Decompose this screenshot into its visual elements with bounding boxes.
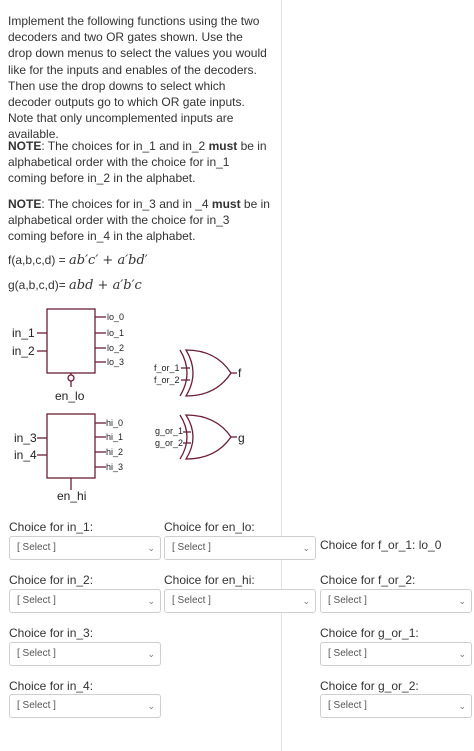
note-2 — [8, 196, 270, 245]
function-g-lhs: g(a,b,c,d)= — [8, 278, 70, 292]
in-3-select-value: [ Select ] — [17, 648, 56, 659]
decoder-lo-input-2-label: in_2 — [12, 344, 35, 358]
decoder-lo-output-0-label: lo_0 — [107, 312, 125, 322]
g-or-1-choice-label: Choice for g_or_1: — [320, 626, 419, 640]
in-3-select[interactable] — [9, 642, 161, 666]
decoder-lo-output-3-label: lo_3 — [107, 357, 125, 367]
en-hi-select-value: [ Select ] — [172, 595, 211, 606]
in-1-select[interactable] — [9, 536, 161, 560]
chevron-down-icon: ⌄ — [458, 649, 466, 659]
function-f — [8, 253, 148, 268]
f-or-2-select-value: [ Select ] — [328, 595, 367, 606]
chevron-down-icon: ⌄ — [147, 649, 155, 659]
gate-g-input-2-label: g_or_2 — [155, 438, 184, 448]
in-1-select-value: [ Select ] — [17, 542, 56, 553]
f-or-1-choice-label: Choice for f_or_1: lo_0 — [320, 538, 442, 552]
g-or-1-select[interactable] — [320, 642, 472, 666]
decoder-lo-enable-label: en_lo — [55, 389, 85, 403]
g-or-1-select-value: [ Select ] — [328, 648, 367, 659]
chevron-down-icon: ⌄ — [147, 596, 155, 606]
chevron-down-icon: ⌄ — [147, 701, 155, 711]
gate-g-output-label: g — [238, 431, 245, 445]
note-1-label: NOTE — [8, 139, 42, 153]
g-or-2-choice-label: Choice for g_or_2: — [320, 679, 419, 693]
gate-f-input-2-label: f_or_2 — [154, 375, 180, 385]
decoder-hi-input-3-label: in_3 — [14, 431, 37, 445]
gate-f-output-label: f — [238, 366, 242, 380]
decoder-hi-output-0-label: hi_0 — [106, 418, 124, 428]
decoder-hi-enable-label: en_hi — [57, 489, 87, 503]
or-gate-g — [186, 415, 231, 459]
in-4-select[interactable] — [9, 694, 161, 718]
note-1 — [8, 138, 270, 187]
in-1-choice-label: Choice for in_1: — [9, 520, 94, 534]
function-g-rhs: abd + a′b′c — [69, 278, 142, 293]
chevron-down-icon: ⌄ — [147, 543, 155, 553]
in-4-select-value: [ Select ] — [17, 700, 56, 711]
in-2-choice-label: Choice for in_2: — [9, 573, 94, 587]
note-1-text-b: be in alphabetical order with the choice for in_1 coming before in_2 in the alphabet. — [8, 139, 267, 186]
gate-g-input-1-label: g_or_1 — [155, 426, 184, 436]
en-hi-select[interactable] — [164, 589, 316, 613]
or-gate-f — [186, 350, 231, 396]
instructions-text: Implement the following functions using the two decoders and two OR gates shown. Use the drop down menus to select the values you would like for the inputs and enables of the decoders. Then use the drop downs to select which decoder outputs go to which OR gate inputs. Note that only uncomplemented inputs are available. — [8, 14, 267, 142]
decoder-hi-output-3-label: hi_3 — [106, 462, 124, 472]
en-lo-select-value: [ Select ] — [172, 542, 211, 553]
g-or-2-select[interactable] — [320, 694, 472, 718]
decoder-lo-output-2-label: lo_2 — [107, 343, 125, 353]
note-1-text-a: : The choices for in_1 and in_2 — [41, 139, 209, 153]
decoder-hi-output-1-label: hi_1 — [106, 432, 124, 442]
chevron-down-icon: ⌄ — [458, 596, 466, 606]
column-divider — [281, 0, 282, 751]
chevron-down-icon: ⌄ — [302, 543, 310, 553]
en-lo-select[interactable] — [164, 536, 316, 560]
f-or-2-choice-label: Choice for f_or_2: — [320, 573, 416, 587]
chevron-down-icon: ⌄ — [302, 596, 310, 606]
decoder-lo-input-1-label: in_1 — [12, 326, 35, 340]
in-2-select-value: [ Select ] — [17, 595, 56, 606]
decoder-hi-output-2-label: hi_2 — [106, 447, 124, 457]
chevron-down-icon: ⌄ — [458, 701, 466, 711]
in-4-choice-label: Choice for in_4: — [9, 679, 94, 693]
function-f-rhs: ab′c′ + a′bd′ — [69, 253, 148, 268]
note-2-text-b: be in alphabetical order with the choice for in_3 coming before in_4 in the alphabet. — [8, 197, 270, 244]
en-lo-choice-label: Choice for en_lo: — [164, 520, 255, 534]
circuit-diagram — [0, 303, 280, 508]
function-g — [8, 278, 142, 293]
decoder-hi-input-4-label: in_4 — [14, 448, 37, 462]
en-hi-choice-label: Choice for en_hi: — [164, 573, 255, 587]
instructions-paragraph — [8, 13, 270, 143]
note-2-emphasis: must — [211, 197, 241, 211]
note-2-text-a: : The choices for in_3 and in _4 — [41, 197, 212, 211]
in-3-choice-label: Choice for in_3: — [9, 626, 94, 640]
decoder-lo-box — [47, 309, 95, 373]
f-or-2-select[interactable] — [320, 589, 472, 613]
note-1-emphasis: must — [208, 139, 238, 153]
decoder-hi-box — [47, 414, 95, 478]
enable-lo-bubble — [68, 375, 74, 381]
function-f-lhs: f(a,b,c,d) = — [8, 253, 70, 267]
in-2-select[interactable] — [9, 589, 161, 613]
note-2-label: NOTE — [8, 197, 42, 211]
gate-f-input-1-label: f_or_1 — [154, 363, 180, 373]
g-or-2-select-value: [ Select ] — [328, 700, 367, 711]
decoder-lo-output-1-label: lo_1 — [107, 328, 125, 338]
